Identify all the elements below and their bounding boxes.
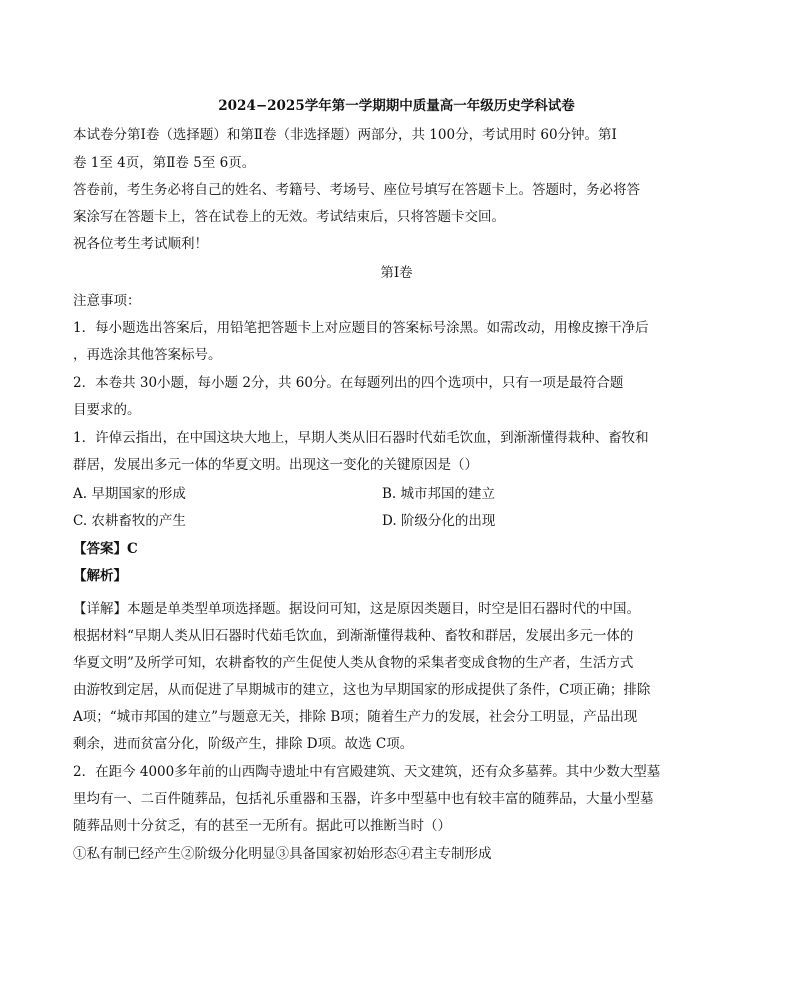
note-line: ，再选涂其他答案标号。 xyxy=(73,347,222,363)
question-1-detail: 【详解】本题是单类型单项选择题。据设问可知，这是原因类题目，时空是旧石器时代的中国。 xyxy=(73,601,640,617)
exam-title: 2024−2025学年第一学期期中质量高一年级历史学科试卷 xyxy=(218,98,575,114)
intro-line: 祝各位考生考试顺利！ xyxy=(73,236,208,252)
intro-line: 答卷前，考生务必将自己的姓名、考籍号、考场号、座位号填写在答题卡上。答题时，务必将答 xyxy=(73,182,640,198)
question-1-detail: 根据材料“早期人类从旧石器时代茹毛饮血，到渐渐懂得栽种、畜牧和群居，发展出多元一体的 xyxy=(73,628,634,644)
intro-line: 案涂写在答题卡上，答在试卷上的无效。考试结束后，只将答题卡交回。 xyxy=(73,209,505,225)
note-line: 2．本卷共 30小题，每小题 2分，共 60分。在每题列出的四个选项中，只有一项是最符合题 xyxy=(73,375,624,391)
question-1-option-d: D. 阶级分化的出现 xyxy=(382,513,496,529)
note-line: 目要求的。 xyxy=(73,402,141,418)
question-2-stem: 随葬品则十分贫乏，有的甚至一无所有。据此可以推断当时（） xyxy=(73,818,451,834)
question-1-option-b: B. 城市邦国的建立 xyxy=(382,486,496,502)
question-1-answer: 【答案】C xyxy=(73,541,138,557)
question-1-detail: A项；“城市邦国的建立”与题意无关，排除 B项；随着生产力的发展，社会分工明显，产品出现 xyxy=(73,709,638,725)
question-1-detail: 由游牧到定居，从而促进了早期城市的建立，这也为早期国家的形成提供了条件，C项正确；排除 xyxy=(73,682,651,698)
question-1-option-a: A. 早期国家的形成 xyxy=(73,486,186,502)
intro-line: 卷 1至 4页，第Ⅱ卷 5至 6页。 xyxy=(73,155,256,171)
notes-heading: 注意事项： xyxy=(73,293,141,309)
question-1-option-c: C. 农耕畜牧的产生 xyxy=(73,513,186,529)
note-line: 1．每小题选出答案后，用铅笔把答题卡上对应题目的答案标号涂黑。如需改动，用橡皮擦干净后 xyxy=(73,320,649,336)
question-1-analysis-label: 【解析】 xyxy=(73,568,127,584)
question-2-choices: ①私有制已经产生②阶级分化明显③具备国家初始形态④君主专制形成 xyxy=(73,846,492,862)
intro-line: 本试卷分第Ⅰ卷（选择题）和第Ⅱ卷（非选择题）两部分，共 100分，考试用时 60分钟。第Ⅰ xyxy=(73,127,617,143)
section-heading: 第Ⅰ卷 xyxy=(380,265,413,281)
question-2-stem: 里均有一、二百件随葬品，包括礼乐重器和玉器，许多中型墓中也有较丰富的随葬品，大量小型墓 xyxy=(73,791,654,807)
question-1-detail: 华夏文明”及所学可知，农耕畜牧的产生促使人类从食物的采集者变成食物的生产者，生活方式 xyxy=(73,655,634,671)
question-2-stem: 2．在距今 4000多年前的山西陶寺遗址中有宫殿建筑、天文建筑，还有众多墓葬。其中少数大型墓 xyxy=(73,764,661,780)
question-1-detail: 剩余，进而贫富分化，阶级产生，排除 D项。故选 C项。 xyxy=(73,736,414,752)
question-1-stem: 群居，发展出多元一体的华夏文明。出现这一变化的关键原因是（） xyxy=(73,457,478,473)
question-1-stem: 1．许倬云指出，在中国这块大地上，早期人类从旧石器时代茹毛饮血，到渐渐懂得栽种、畜牧和 xyxy=(73,430,649,446)
